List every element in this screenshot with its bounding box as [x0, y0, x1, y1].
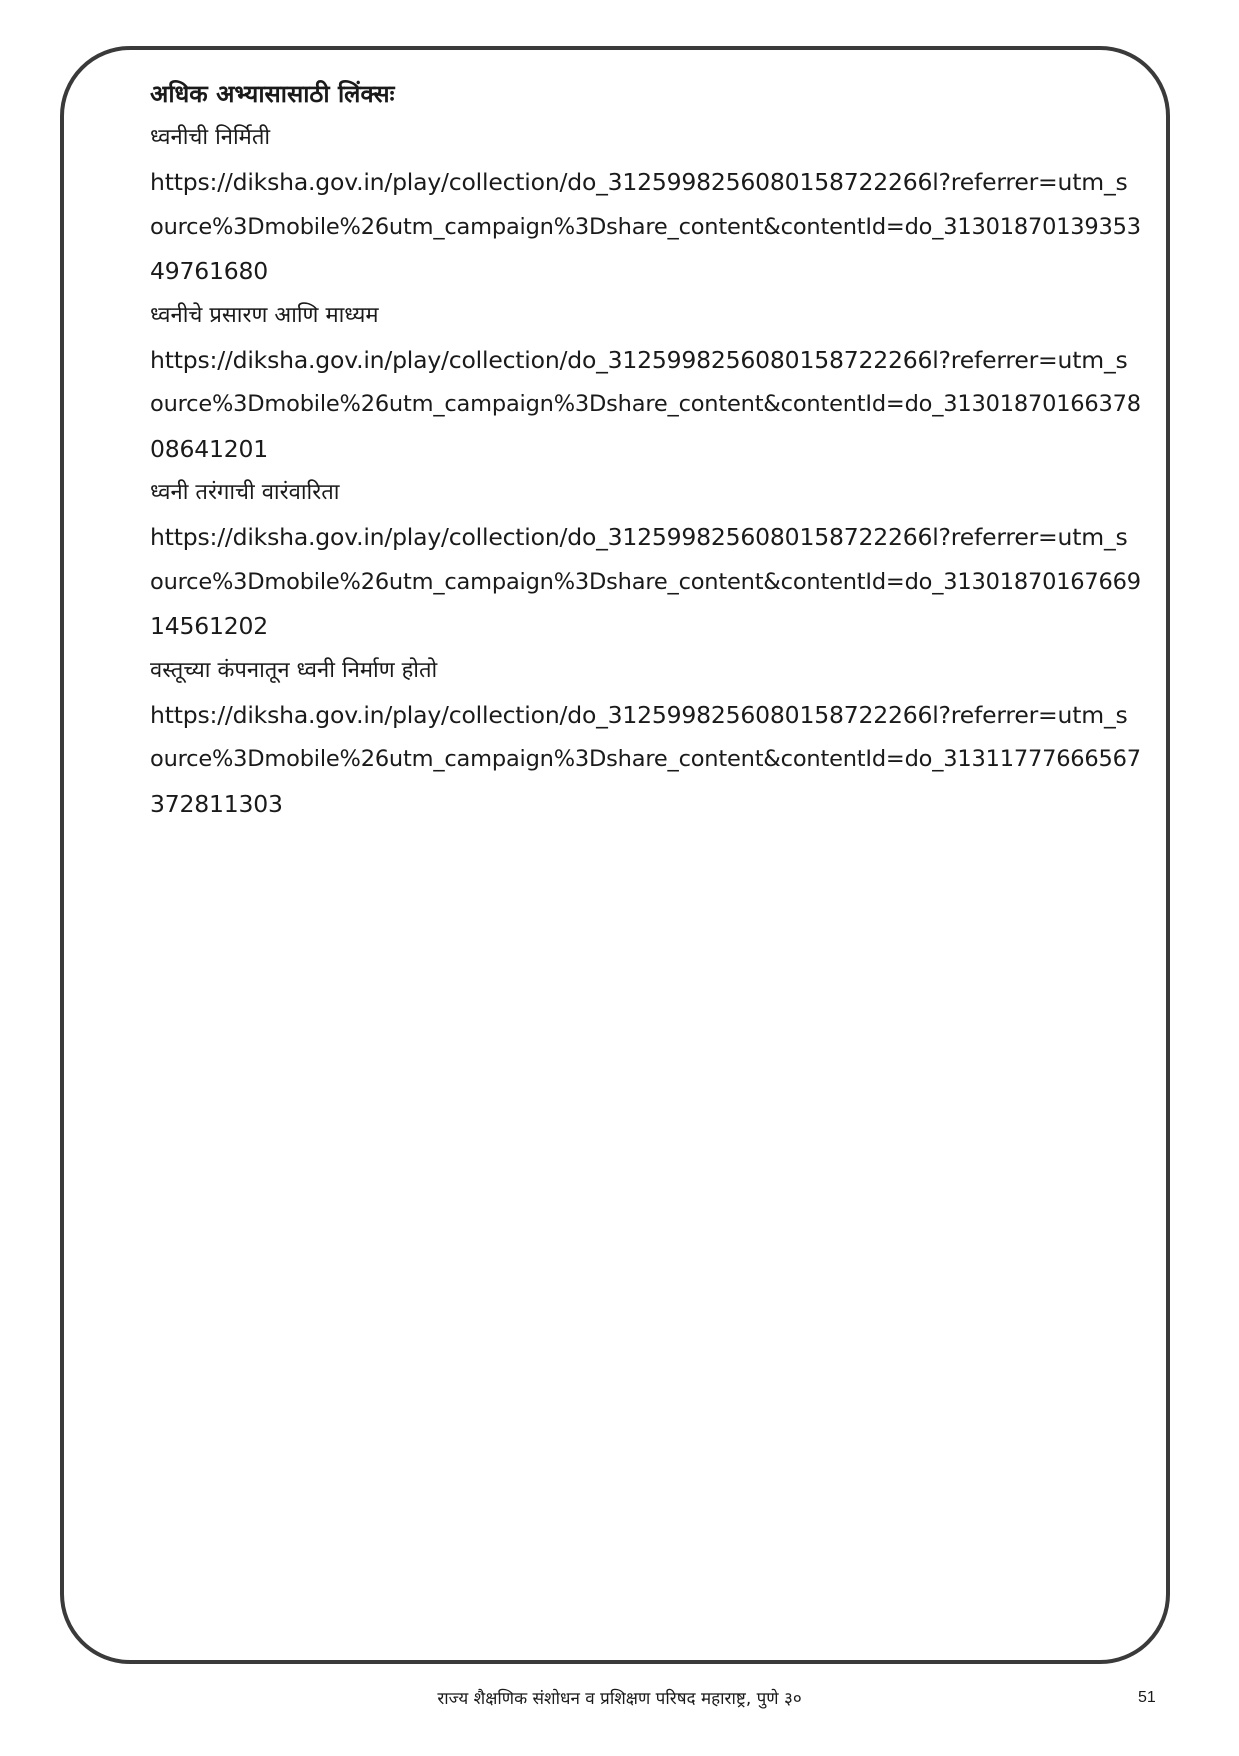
link-url-line[interactable]: https://diksha.gov.in/play/collection/do_3125998256080158722266l?referrer=utm_s	[150, 168, 1128, 196]
link-topic: ध्वनीची निर्मिती	[150, 125, 271, 150]
section-heading: अधिक अभ्यासासाठी लिंक्सः	[150, 80, 395, 108]
link-url-line[interactable]: 14561202	[150, 612, 269, 640]
link-block	[150, 649, 1160, 827]
link-url-line[interactable]: 08641201	[150, 434, 269, 463]
page-content	[150, 72, 1160, 826]
link-block	[150, 471, 1160, 649]
link-url-line[interactable]: https://diksha.gov.in/play/collection/do_3125998256080158722266l?referrer=utm_s	[150, 345, 1128, 374]
link-topic: ध्वनीचे प्रसारण आणि माध्यम	[150, 302, 379, 328]
link-topic: वस्तूच्या कंपनातून ध्वनी निर्माण होतो	[150, 657, 438, 683]
page-number: 51	[1138, 1689, 1156, 1706]
link-topic: ध्वनी तरंगाची वारंवारिता	[150, 480, 340, 505]
link-url-line[interactable]: 372811303	[150, 789, 283, 818]
link-url-line[interactable]: ource%3Dmobile%26utm_campaign%3Dshare_content&contentId=do_31301870166378	[150, 391, 1141, 417]
link-url-line[interactable]: ource%3Dmobile%26utm_campaign%3Dshare_content&contentId=do_31301870139353	[150, 213, 1141, 240]
link-block	[150, 116, 1160, 294]
link-url-line[interactable]: https://diksha.gov.in/play/collection/do_3125998256080158722266l?referrer=utm_s	[150, 523, 1128, 551]
link-url-line[interactable]: 49761680	[150, 257, 269, 285]
link-url-line[interactable]: ource%3Dmobile%26utm_campaign%3Dshare_content&contentId=do_31301870167669	[150, 568, 1141, 595]
link-url-line[interactable]: https://diksha.gov.in/play/collection/do_3125998256080158722266l?referrer=utm_s	[150, 700, 1128, 729]
link-block	[150, 294, 1160, 472]
link-url-line[interactable]: ource%3Dmobile%26utm_campaign%3Dshare_content&contentId=do_31311777666567	[150, 746, 1141, 772]
footer-institution: राज्य शैक्षणिक संशोधन व प्रशिक्षण परिषद महाराष्ट्र, पुणे ३०	[437, 1689, 802, 1709]
